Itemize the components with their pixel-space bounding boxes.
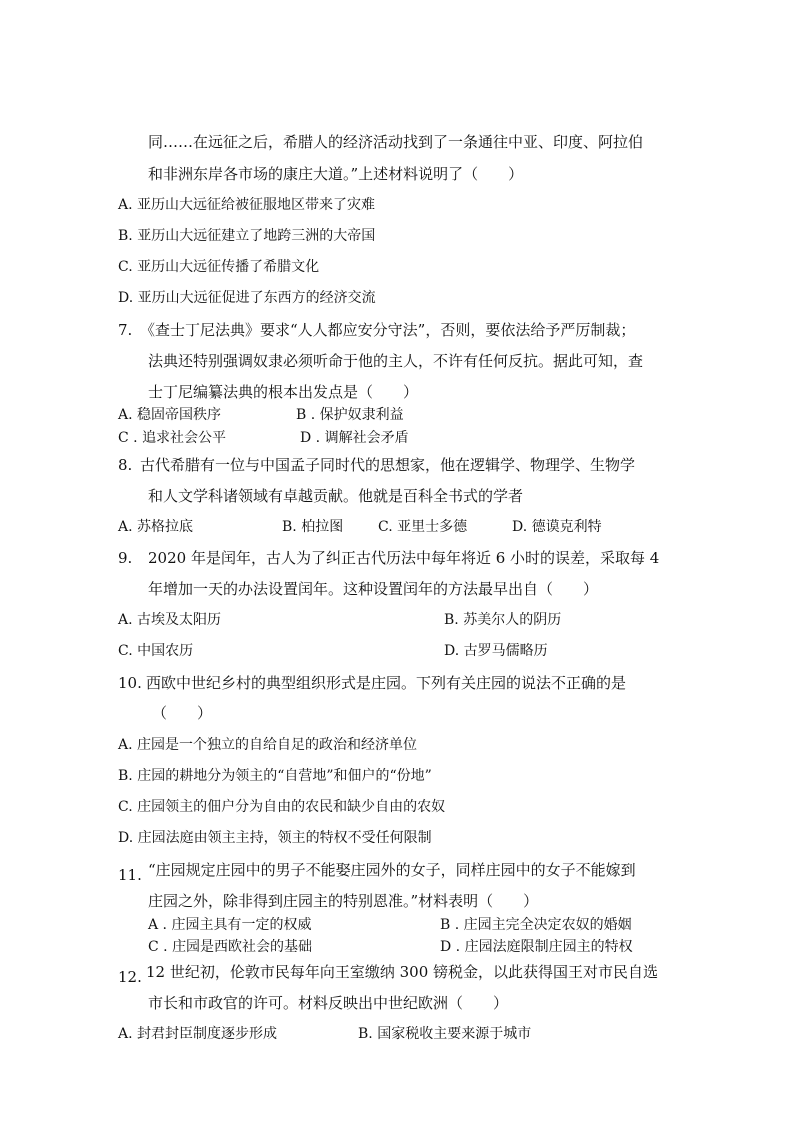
q11-option-d[interactable]: D . 庄园法庭限制庄园主的特权	[440, 939, 633, 955]
q9-stem-line-2: 年增加一天的办法设置闰年。这种设置闰年的方法最早出自（ ）	[148, 580, 599, 598]
q10-number: 10.	[118, 674, 142, 692]
q10-stem-line-2: （ ）	[152, 704, 213, 722]
q7-option-d[interactable]: D . 调解社会矛盾	[300, 430, 409, 446]
q11-option-b[interactable]: B . 庄园主完全决定农奴的婚姻	[440, 917, 632, 933]
q10-option-a[interactable]: A. 庄园是一个独立的自给自足的政治和经济单位	[118, 737, 418, 753]
q7-option-c[interactable]: C . 追求社会公平	[118, 430, 227, 446]
q6-option-c[interactable]: C. 亚历山大远征传播了希腊文化	[118, 259, 320, 275]
q9-stem-line-1: 2020 年是闰年，古人为了纠正古代历法中每年将近 6 小时的误差，采取每 4	[148, 549, 660, 567]
q11-stem-line-2: 庄园之外，除非得到庄园主的特别恩准。”材料表明（ ）	[148, 892, 539, 910]
q7-option-b[interactable]: B . 保护奴隶利益	[296, 407, 404, 423]
q10-option-b[interactable]: B. 庄园的耕地分为领主的“自营地”和佃户的“份地”	[118, 768, 432, 784]
q7-stem-line-2: 法典还特别强调奴隶必须听命于他的主人，不许有任何反抗。据此可知，查	[148, 352, 644, 370]
q11-stem-line-1: “庄园规定庄园中的男子不能娶庄园外的女子，同样庄园中的女子不能嫁到	[148, 861, 636, 879]
q7-option-a[interactable]: A. 稳固帝国秩序	[118, 407, 222, 423]
q8-option-d[interactable]: D. 德谟克利特	[512, 519, 602, 535]
q9-option-a[interactable]: A. 古埃及太阳历	[118, 612, 222, 628]
q12-stem-line-2: 市长和市政官的许可。材料反映出中世纪欧洲（ ）	[148, 994, 509, 1012]
q6-option-b[interactable]: B. 亚历山大远征建立了地跨三洲的大帝国	[118, 228, 376, 244]
q7-stem-line-3: 士丁尼编纂法典的根本出发点是（ ）	[148, 383, 419, 401]
q6-continuation-line-2: 和非洲东岸各市场的康庄大道。”上述材料说明了（ ）	[148, 165, 524, 183]
q8-number: 8.	[118, 456, 133, 474]
q10-stem-line-1: 西欧中世纪乡村的典型组织形式是庄园。下列有关庄园的说法不正确的是	[146, 674, 627, 692]
q8-option-b[interactable]: B. 柏拉图	[282, 519, 344, 535]
q12-option-b[interactable]: B. 国家税收主要来源于城市	[358, 1026, 532, 1042]
q11-option-a[interactable]: A . 庄园主具有一定的权威	[148, 917, 312, 933]
q6-option-d[interactable]: D. 亚历山大远征促进了东西方的经济交流	[118, 290, 376, 306]
q10-option-d[interactable]: D. 庄园法庭由领主主持，领主的特权不受任何限制	[118, 830, 432, 846]
q7-stem-line-1: 《查士丁尼法典》要求“人人都应安分守法”，否则，要依法给予严厉制裁；	[140, 321, 636, 339]
q12-option-a[interactable]: A. 封君封臣制度逐步形成	[118, 1026, 278, 1042]
q8-stem-line-1: 古代希腊有一位与中国孟子同时代的思想家，他在逻辑学、物理学、生物学	[140, 456, 636, 474]
q9-option-d[interactable]: D. 古罗马儒略历	[444, 643, 548, 659]
q12-stem-line-1: 12 世纪初，伦敦市民每年向王室缴纳 300 镑税金，以此获得国王对市民自选	[146, 963, 659, 981]
q6-continuation-line-1: 同……在远征之后，希腊人的经济活动找到了一条通往中亚、印度、阿拉伯	[148, 133, 644, 151]
q12-number: 12.	[118, 968, 142, 986]
q10-option-c[interactable]: C. 庄园领主的佃户分为自由的农民和缺少自由的农奴	[118, 799, 446, 815]
q9-option-b[interactable]: B. 苏美尔人的阴历	[444, 612, 562, 628]
q7-number: 7.	[118, 321, 133, 339]
q9-option-c[interactable]: C. 中国农历	[118, 643, 194, 659]
q11-option-c[interactable]: C . 庄园是西欧社会的基础	[148, 939, 313, 955]
q8-option-a[interactable]: A. 苏格拉底	[118, 519, 194, 535]
q6-option-a[interactable]: A. 亚历山大远征给被征服地区带来了灾难	[118, 197, 376, 213]
q9-number: 9.	[118, 549, 133, 567]
q11-number: 11.	[118, 866, 142, 884]
q8-stem-line-2: 和人文学科诸领域有卓越贡献。他就是百科全书式的学者	[148, 487, 524, 505]
q8-option-c[interactable]: C. 亚里士多德	[378, 519, 468, 535]
